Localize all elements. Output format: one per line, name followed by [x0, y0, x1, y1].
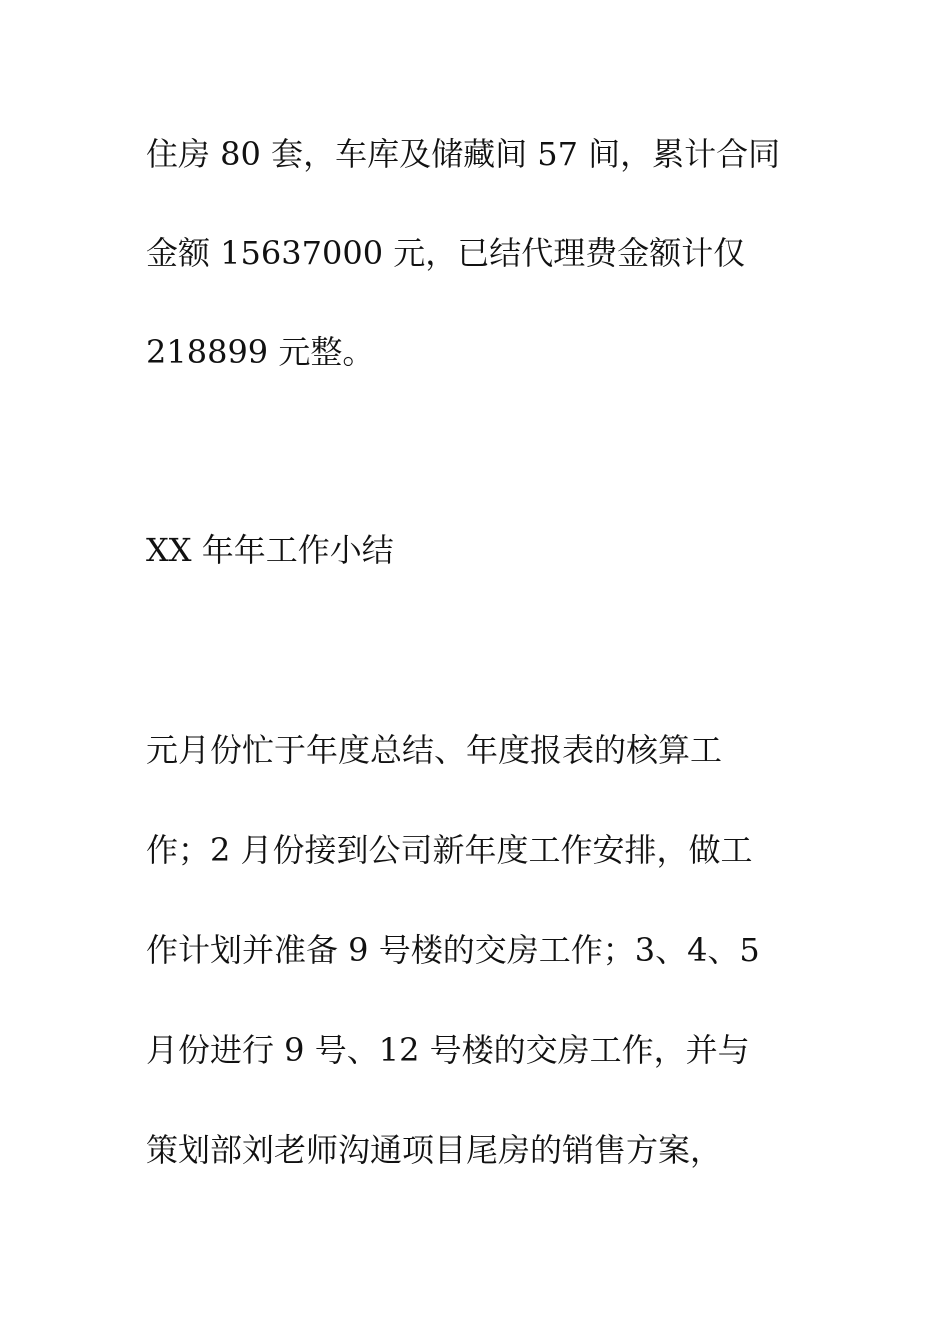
paragraph-line: 作计划并准备 9 号楼的交房工作；3、4、5	[146, 931, 760, 969]
section-heading: XX 年年工作小结	[146, 531, 394, 569]
paragraph-line: 作；2 月份接到公司新年度工作安排，做工	[146, 831, 753, 869]
body-text-line: 住房 80 套，车库及储藏间 57 间，累计合同	[146, 135, 781, 173]
paragraph-line: 月份进行 9 号、12 号楼的交房工作，并与	[146, 1031, 750, 1069]
paragraph-line: 策划部刘老师沟通项目尾房的销售方案，	[146, 1131, 723, 1169]
body-text-line: 金额 15637000 元，已结代理费金额计仅	[146, 234, 746, 272]
paragraph-line: 元月份忙于年度总结、年度报表的核算工	[146, 731, 723, 769]
body-text-line: 218899 元整。	[146, 333, 375, 371]
